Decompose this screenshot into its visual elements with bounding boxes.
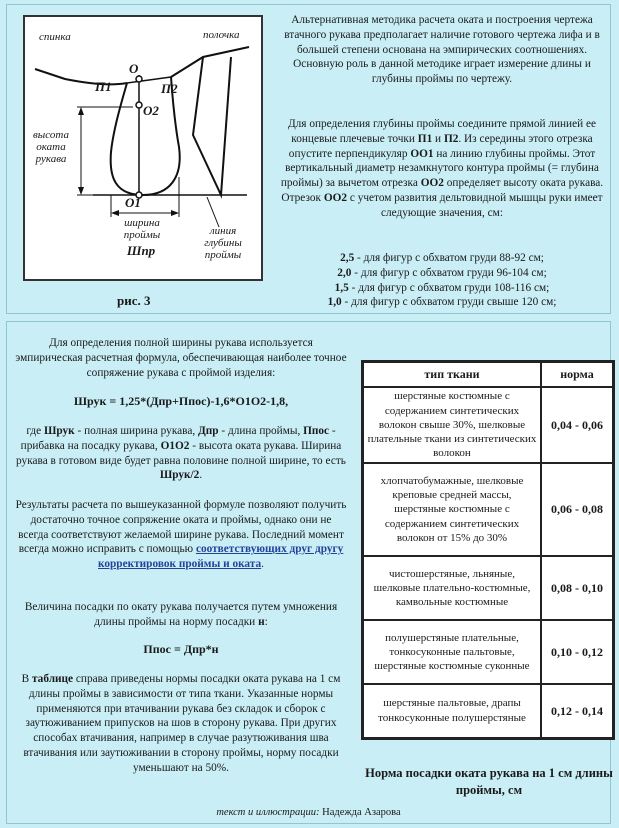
norm-cell: 0,06 - 0,08: [541, 463, 614, 556]
formula-legend-paragraph: где Шрук - полная ширина рукава, Дпр - длина проймы, Ппос - прибавка на посадку рукава, О1О2 - высота оката рукава. Ширина рукава в готовом виде будет равна половине полной ширине, то есть Шрук/2.: [16, 425, 346, 482]
label-height: высота оката рукава: [33, 129, 69, 165]
label-O1: О1: [125, 195, 141, 210]
ease-formula: Ппос = Дпр*н: [143, 642, 219, 656]
width-intro-paragraph: Для определения полной ширины рукава используется эмпирическая расчетная формула, обеспечивающая наиболее точное сопряжение рукава с проймой изделия:: [15, 337, 347, 379]
label-spinka: спинка: [39, 31, 71, 43]
oo2-values-list: [279, 251, 605, 310]
table-header-row: [363, 362, 614, 388]
table-row: [363, 387, 614, 463]
table-row: [363, 463, 614, 556]
label-O: О: [129, 61, 139, 76]
label-O2: О2: [143, 103, 159, 118]
fabric-cell: хлопчатобумажные, шелковые креповые средней массы, шерстяные костюмные с содержанием синтетических волокон от 15% до 30%: [363, 463, 542, 556]
header-norm: норма: [541, 362, 614, 388]
fabric-cell: шерстяные костюмные с содержанием синтетических волокон свыше 30%, шелковые плательные ткани из синтетических волокон: [363, 387, 542, 463]
value-row: 2,0 - для фигур с обхватом груди 96-104 см;: [337, 266, 547, 279]
label-depth-line: линия глубины проймы: [204, 225, 242, 261]
norm-cell: 0,10 - 0,12: [541, 620, 614, 684]
norm-cell: 0,08 - 0,10: [541, 556, 614, 620]
fabric-cell: чистошерстяные, льняные, шелковые плательно-костюмные, камвольные костюмные: [363, 556, 542, 620]
norm-cell: 0,12 - 0,14: [541, 684, 614, 738]
table-row: [363, 620, 614, 684]
ease-paragraph: Величина посадки по окату рукава получается путем умножения длины проймы на норму посадки н:: [24, 601, 338, 628]
top-panel: [6, 4, 611, 314]
depth-paragraph: Для определения глубины проймы соедините прямой линией ее концевые плечевые точки П1 и П2. Из середины этого отрезка опустите перпендикуляр ОО1 на линию глубины проймы. Этот вертикальный диаметр незамкнутого контура проймы (= глубина проймы) за вычетом отрезка ОО2 определяет высоту оката рукава. Отрезок ОО2 с учетом развития дельтовидной мышцы руки имеет следующие значения, см:: [280, 118, 604, 219]
value-row: 2,5 - для фигур с обхватом груди 88-92 см;: [340, 252, 544, 264]
header-fabric: тип ткани: [363, 362, 542, 388]
table-caption: Норма посадки оката рукава на 1 см длины проймы, см: [365, 766, 613, 797]
fabric-cell: шерстяные пальтовые, драпы тонкосуконные полушерстяные: [363, 684, 542, 738]
value-row: 1,5 - для фигур с обхватом груди 108-116 см;: [334, 281, 550, 294]
intro-paragraph: Альтернативная методика расчета оката и построения чертежа втачного рукава предполагает наличие готового чертежа лифа и в большей степени основана на эмпирических соотношениях. Основную роль в данной методике играет измерение длины и глубины проймы по чертежу.: [284, 14, 600, 86]
table-row: [363, 684, 614, 738]
figure-caption: рис. 3: [117, 293, 151, 308]
label-width-code: Шпр: [126, 243, 156, 258]
table-row: [363, 556, 614, 620]
label-P1: П1: [95, 79, 112, 94]
ease-norm-table: [361, 360, 615, 740]
armhole-figure: [23, 15, 263, 281]
value-row: 1,0 - для фигур с обхватом груди свыше 120 см;: [327, 296, 557, 309]
sleeve-width-formula: Шрук = 1,25*(Дпр+Ппос)-1,6*О1О2-1,8,: [73, 394, 289, 408]
label-polochka: полочка: [203, 29, 240, 41]
label-P2: П2: [161, 81, 178, 96]
norm-cell: 0,04 - 0,06: [541, 387, 614, 463]
bottom-panel: [6, 321, 611, 824]
credit-line: текст и иллюстрации: Надежда Азарова: [216, 807, 401, 818]
corrections-link[interactable]: соответствующих друг другу корректировок проймы и оката: [98, 543, 344, 571]
label-width: ширина проймы: [123, 217, 161, 241]
table-explanation-paragraph: В таблице справа приведены нормы посадки оката рукава на 1 см длины проймы в зависимости от типа ткани. Указанные нормы применяются при втачивании рукава без складок и сборок с заутюживанием припусков на шов в сторону рукава. При других способах втачивания, например в случае разутюживания шва втачивания или заутюживании в сторону проймы, норму посадки уменьшают на 50%.: [21, 673, 341, 774]
fabric-cell: полушерстяные плательные, тонкосуконные пальтовые, шерстяные костюмные суконные: [363, 620, 542, 684]
results-paragraph: Результаты расчета по вышеуказанной формуле позволяют получить достаточно точное сопряжение оката и проймы, однако они не всегда соответствуют желаемой ширине рукава. Последний момент всегда можно исправить с помощью соответствующих друг другу корректировок проймы и оката.: [15, 499, 347, 571]
